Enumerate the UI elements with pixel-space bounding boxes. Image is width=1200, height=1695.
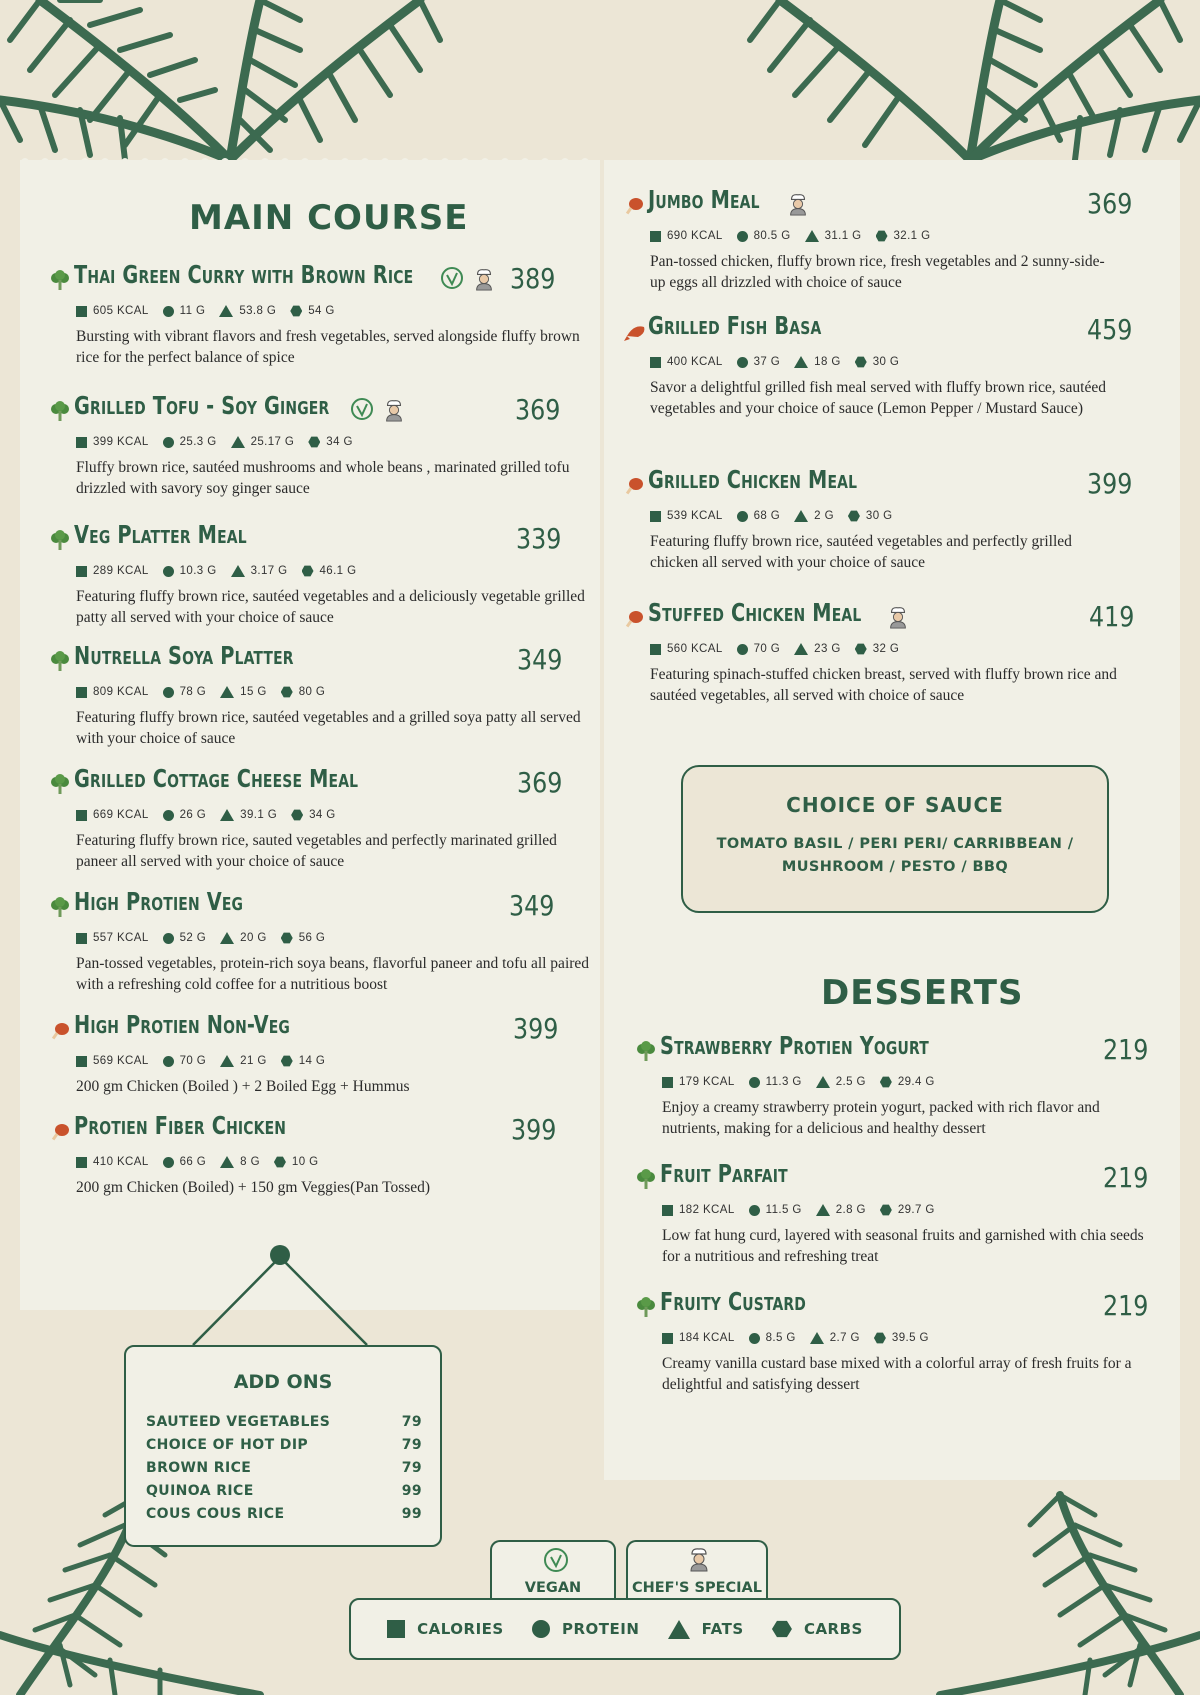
square-icon — [76, 306, 87, 317]
fats-value: 18 G — [814, 356, 841, 368]
legend-protein — [532, 1620, 639, 1638]
menu-item-name: Jumbo Meal — [648, 185, 760, 214]
circle-icon — [749, 1333, 760, 1344]
add-ons-list — [146, 1411, 422, 1526]
carbs-value: 10 G — [291, 1156, 319, 1168]
menu-item-description: Featuring spinach-stuffed chicken breast, served with fluffy brown rice and sautéed vegetables, all served with choice of sauce — [650, 666, 1117, 704]
menu-item-description: Enjoy a creamy strawberry protein yogurt, packed with rich flavor and nutrients, making for a delicious and healthy dessert — [662, 1099, 1100, 1137]
fats-value: 53.8 G — [239, 305, 277, 317]
carbs-value: 46.1 G — [319, 565, 357, 577]
add-on-price: 79 — [401, 1437, 422, 1453]
menu-item-name: Thai Green Curry with Brown Rice — [74, 260, 414, 289]
menu-item-description: Featuring fluffy brown rice, sauted vegetables and perfectly marinated grilled paneer all served with your choice of sauce — [76, 832, 557, 870]
menu-item — [50, 391, 610, 499]
hexagon-icon — [876, 230, 888, 242]
veg-icon — [50, 897, 70, 919]
chef-icon — [382, 397, 406, 427]
add-ons-title: ADD ONS — [233, 1371, 333, 1393]
fats-value: 21 G — [240, 1055, 267, 1067]
circle-icon — [163, 566, 174, 577]
choice-of-sauce-box — [681, 765, 1109, 913]
calories-value: 539 KCAL — [667, 510, 723, 522]
legend-chef-label: CHEF'S SPECIAL — [632, 1580, 762, 1596]
menu-item — [50, 887, 610, 995]
square-icon — [650, 644, 661, 655]
add-on-name: COUS COUS RICE — [146, 1506, 285, 1522]
add-on-item — [146, 1457, 422, 1480]
carbs-value: 39.5 G — [891, 1332, 929, 1344]
chef-icon — [686, 1546, 712, 1572]
menu-item-description: Bursting with vibrant flavors and fresh vegetables, served alongside fluffy brown rice for the perfect balance of spice — [76, 328, 580, 366]
triangle-icon — [810, 1332, 824, 1344]
circle-icon — [737, 644, 748, 655]
circle-icon — [737, 357, 748, 368]
protein-value: 68 G — [753, 510, 781, 522]
protein-value: 25.3 G — [179, 436, 217, 448]
legend-fats — [668, 1620, 744, 1639]
sauce-title: CHOICE OF SAUCE — [786, 793, 1004, 817]
legend-carbs-label: CARBS — [803, 1620, 863, 1638]
veg-icon — [636, 1169, 656, 1191]
square-icon — [76, 810, 87, 821]
triangle-icon — [231, 436, 245, 448]
fats-value: 23 G — [814, 643, 841, 655]
square-icon — [76, 437, 87, 448]
menu-item-price: 339 — [516, 522, 562, 555]
carbs-value: 80 G — [298, 686, 326, 698]
menu-item-name: High Protien Non-Veg — [74, 1010, 291, 1039]
fats-value: 2 G — [814, 510, 834, 522]
menu-item-name: High Protien Veg — [74, 887, 244, 916]
triangle-icon — [220, 1055, 234, 1067]
menu-item-name: Grilled Chicken Meal — [648, 465, 858, 494]
fats-value: 31.1 G — [824, 230, 862, 242]
protein-value: 11 G — [179, 305, 206, 317]
nutrition-row — [76, 300, 610, 322]
nutrition-row — [650, 638, 1134, 660]
circle-icon — [163, 437, 174, 448]
chicken-icon — [624, 195, 644, 217]
fats-value: 3.17 G — [250, 565, 288, 577]
square-icon — [650, 231, 661, 242]
calories-value: 690 KCAL — [667, 230, 723, 242]
menu-item-header — [50, 1111, 610, 1151]
square-icon — [76, 566, 87, 577]
nutrition-row — [76, 1151, 610, 1173]
menu-item-name: Nutrella Soya Platter — [74, 641, 294, 670]
add-on-item — [146, 1411, 422, 1434]
circle-icon — [532, 1620, 550, 1638]
triangle-icon — [794, 356, 808, 368]
menu-item — [624, 465, 1134, 573]
calories-value: 809 KCAL — [93, 686, 149, 698]
protein-value: 10.3 G — [179, 565, 217, 577]
calories-value: 569 KCAL — [93, 1055, 149, 1067]
menu-item — [50, 520, 610, 628]
menu-item-header — [50, 1010, 610, 1050]
hexagon-icon — [848, 510, 860, 522]
menu-item-header — [636, 1031, 1166, 1071]
add-on-price: 99 — [401, 1483, 422, 1499]
legend-vegan-label: VEGAN — [524, 1580, 582, 1596]
menu-item-price: 219 — [1103, 1289, 1149, 1322]
hexagon-icon — [874, 1332, 886, 1344]
circle-icon — [749, 1205, 760, 1216]
menu-item-description: Pan-tossed vegetables, protein-rich soya beans, flavorful paneer and tofu all paired with a refreshing cold coffee for a nutritious boost — [76, 955, 590, 993]
fats-value: 2.8 G — [835, 1204, 866, 1216]
menu-item-description: Pan-tossed chicken, fluffy brown rice, fresh vegetables and 2 sunny-side-up eggs all drizzled with choice of sauce — [650, 253, 1105, 291]
legend-calories-label: CALORIES — [417, 1620, 504, 1638]
legend-fats-label: FATS — [701, 1620, 744, 1638]
sign-hanger — [185, 1245, 375, 1347]
menu-item-price: 419 — [1089, 600, 1135, 633]
square-icon — [76, 687, 87, 698]
carbs-value: 30 G — [865, 510, 893, 522]
protein-value: 26 G — [179, 809, 207, 821]
menu-item-description: Featuring fluffy brown rice, sautéed vegetables and perfectly grilled chicken all served with your choice of sauce — [650, 533, 1072, 571]
chef-icon — [886, 604, 910, 634]
triangle-icon — [220, 1156, 234, 1168]
square-icon — [650, 357, 661, 368]
menu-item — [50, 1111, 610, 1198]
protein-value: 78 G — [179, 686, 207, 698]
protein-value: 52 G — [179, 932, 207, 944]
protein-value: 37 G — [753, 356, 781, 368]
triangle-icon — [794, 510, 808, 522]
fats-value: 8 G — [240, 1156, 260, 1168]
menu-item-header — [636, 1287, 1166, 1327]
menu-item-name: Stuffed Chicken Meal — [648, 598, 862, 627]
legend-calories — [387, 1620, 504, 1638]
desserts-title: DESSERTS — [821, 973, 1024, 1013]
carbs-value: 54 G — [308, 305, 335, 317]
carbs-value: 34 G — [326, 436, 353, 448]
menu-item-header — [50, 764, 610, 804]
veg-icon — [50, 530, 70, 552]
main-course-title: MAIN COURSE — [189, 198, 469, 238]
carbs-value: 29.7 G — [897, 1204, 935, 1216]
circle-icon — [163, 306, 174, 317]
menu-item-price: 369 — [515, 393, 561, 426]
carbs-value: 14 G — [298, 1055, 326, 1067]
menu-item — [636, 1031, 1166, 1139]
triangle-icon — [220, 686, 234, 698]
protein-value: 70 G — [753, 643, 781, 655]
circle-icon — [163, 933, 174, 944]
menu-item — [50, 641, 610, 749]
menu-item — [50, 260, 610, 368]
add-on-price: 79 — [401, 1460, 422, 1476]
hexagon-icon — [281, 932, 293, 944]
menu-item-description: Savor a delightful grilled fish meal served with fluffy brown rice, sautéed vegetables and your choice of sauce (Lemon Pepper / Mustard Sauce) — [650, 379, 1106, 417]
square-icon — [662, 1077, 673, 1088]
chef-icon — [786, 191, 810, 221]
hexagon-icon — [772, 1620, 792, 1638]
vegan-icon — [440, 266, 464, 294]
menu-item-header — [624, 465, 1134, 505]
hexagon-icon — [281, 686, 293, 698]
menu-item-header — [50, 641, 610, 681]
legend-chef-tab — [626, 1540, 768, 1600]
square-icon — [662, 1205, 673, 1216]
nutrition-row — [76, 804, 610, 826]
circle-icon — [749, 1077, 760, 1088]
triangle-icon — [219, 305, 233, 317]
square-icon — [662, 1333, 673, 1344]
hexagon-icon — [855, 643, 867, 655]
protein-value: 8.5 G — [765, 1332, 796, 1344]
hexagon-icon — [274, 1156, 286, 1168]
hexagon-icon — [290, 305, 302, 317]
triangle-icon — [816, 1204, 830, 1216]
circle-icon — [163, 810, 174, 821]
carbs-value: 32 G — [872, 643, 900, 655]
menu-item-description: Featuring fluffy brown rice, sautéed vegetables and a grilled soya patty all served with your choice of sauce — [76, 709, 581, 747]
calories-value: 560 KCAL — [667, 643, 723, 655]
fats-value: 15 G — [240, 686, 267, 698]
calories-value: 179 KCAL — [679, 1076, 735, 1088]
veg-icon — [50, 651, 70, 673]
add-on-price: 79 — [401, 1414, 422, 1430]
veg-icon — [50, 401, 70, 423]
calories-value: 399 KCAL — [93, 436, 149, 448]
triangle-icon — [220, 809, 234, 821]
menu-item-price: 399 — [1087, 467, 1133, 500]
add-on-name: BROWN RICE — [146, 1460, 252, 1476]
square-icon — [387, 1620, 405, 1638]
menu-item — [624, 311, 1134, 419]
chicken-icon — [50, 1020, 70, 1042]
fish-icon — [624, 321, 644, 343]
calories-value: 669 KCAL — [93, 809, 149, 821]
menu-item-name: Grilled Cottage Cheese Meal — [74, 764, 359, 793]
menu-item-description: 200 gm Chicken (Boiled ) + 2 Boiled Egg + Hummus — [76, 1078, 410, 1095]
triangle-icon — [668, 1620, 690, 1639]
menu-item-header — [50, 887, 610, 927]
menu-item-header — [624, 598, 1134, 638]
menu-item-name: Grilled Fish Basa — [648, 311, 822, 340]
menu-item-name: Protien Fiber Chicken — [74, 1111, 287, 1140]
menu-item — [636, 1159, 1166, 1267]
add-on-price: 99 — [401, 1506, 422, 1522]
protein-value: 11.5 G — [765, 1204, 802, 1216]
nutrition-row — [76, 560, 610, 582]
menu-item-price: 369 — [517, 766, 563, 799]
menu-item-price: 349 — [509, 889, 555, 922]
calories-value: 410 KCAL — [93, 1156, 149, 1168]
veg-icon — [636, 1041, 656, 1063]
nutrition-row — [650, 505, 1134, 527]
protein-value: 66 G — [179, 1156, 207, 1168]
fats-value: 2.5 G — [835, 1076, 866, 1088]
hexagon-icon — [308, 436, 320, 448]
legend-vegan-tab — [490, 1540, 616, 1600]
square-icon — [650, 511, 661, 522]
menu-item-price: 389 — [510, 262, 556, 295]
veg-icon — [50, 774, 70, 796]
fats-value: 39.1 G — [240, 809, 278, 821]
carbs-value: 32.1 G — [893, 230, 931, 242]
circle-icon — [163, 1056, 174, 1067]
fats-value: 25.17 G — [250, 436, 295, 448]
menu-item-name: Grilled Tofu - Soy Ginger — [74, 391, 330, 420]
hexagon-icon — [291, 809, 303, 821]
calories-value: 182 KCAL — [679, 1204, 735, 1216]
triangle-icon — [794, 643, 808, 655]
nutrition-row — [76, 431, 610, 453]
square-icon — [76, 1056, 87, 1067]
protein-value: 80.5 G — [753, 230, 791, 242]
triangle-icon — [220, 932, 234, 944]
menu-item-description: 200 gm Chicken (Boiled) + 150 gm Veggies(Pan Tossed) — [76, 1179, 431, 1196]
calories-value: 184 KCAL — [679, 1332, 735, 1344]
carbs-value: 29.4 G — [897, 1076, 935, 1088]
circle-icon — [737, 231, 748, 242]
hexagon-icon — [855, 356, 867, 368]
palm-leaf-top-left — [0, 0, 460, 170]
menu-item-price: 399 — [511, 1113, 557, 1146]
menu-item-price: 219 — [1103, 1161, 1149, 1194]
menu-item-description: Featuring fluffy brown rice, sautéed vegetables and a deliciously vegetable grilled patty all served with your choice of sauce — [76, 588, 585, 626]
nutrition-row — [76, 681, 610, 703]
add-on-name: SAUTEED VEGETABLES — [146, 1414, 331, 1430]
menu-item-name: Fruit Parfait — [660, 1159, 788, 1188]
menu-item-price: 349 — [517, 643, 563, 676]
menu-item-header — [50, 260, 610, 300]
chicken-icon — [624, 475, 644, 497]
menu-item — [50, 1010, 610, 1097]
palm-leaf-bottom-right — [930, 1485, 1200, 1695]
menu-item-description: Low fat hung curd, layered with seasonal fruits and garnished with chia seeds for a nutritious and refreshing treat — [662, 1227, 1144, 1265]
carbs-value: 56 G — [298, 932, 326, 944]
menu-item-description: Fluffy brown rice, sautéed mushrooms and whole beans , marinated grilled tofu drizzled with savory soy ginger sauce — [76, 459, 570, 497]
menu-item-price: 369 — [1087, 187, 1133, 220]
nutrition-row — [662, 1327, 1166, 1349]
hexagon-icon — [302, 565, 314, 577]
menu-item-price: 219 — [1103, 1033, 1149, 1066]
nutrition-row — [662, 1199, 1166, 1221]
add-on-item — [146, 1480, 422, 1503]
carbs-value: 30 G — [872, 356, 900, 368]
chef-icon — [472, 266, 496, 296]
sauce-options: TOMATO BASIL / PERI PERI/ CARRIBBEAN / MUSHROOM / PESTO / BBQ — [716, 836, 1074, 875]
circle-icon — [737, 511, 748, 522]
menu-item-header — [636, 1159, 1166, 1199]
veg-icon — [636, 1297, 656, 1319]
calories-value: 400 KCAL — [667, 356, 723, 368]
square-icon — [76, 933, 87, 944]
menu-item-name: Veg Platter Meal — [74, 520, 247, 549]
menu-item — [624, 185, 1134, 293]
chicken-icon — [50, 1121, 70, 1143]
nutrition-row — [76, 927, 610, 949]
fats-value: 2.7 G — [829, 1332, 860, 1344]
square-icon — [76, 1157, 87, 1168]
menu-item-name: Strawberry Protien Yogurt — [660, 1031, 929, 1060]
menu-item-header — [624, 311, 1134, 351]
legend-carbs — [772, 1620, 863, 1638]
nutrition-row — [650, 225, 1134, 247]
menu-item — [624, 598, 1134, 706]
nutrition-row — [76, 1050, 610, 1072]
add-on-item — [146, 1434, 422, 1457]
hexagon-icon — [880, 1076, 892, 1088]
calories-value: 557 KCAL — [93, 932, 149, 944]
triangle-icon — [816, 1076, 830, 1088]
add-ons-box — [124, 1345, 442, 1547]
add-on-item — [146, 1503, 422, 1526]
palm-leaf-top-right — [740, 0, 1200, 170]
triangle-icon — [231, 565, 245, 577]
legend-bar — [349, 1598, 901, 1660]
legend-protein-label: PROTEIN — [561, 1620, 640, 1638]
menu-item-price: 399 — [513, 1012, 559, 1045]
circle-icon — [163, 1157, 174, 1168]
menu-item — [636, 1287, 1166, 1395]
veg-icon — [50, 270, 70, 292]
fats-value: 20 G — [240, 932, 267, 944]
menu-item-header — [50, 520, 610, 560]
menu-item-header — [624, 185, 1134, 225]
chicken-icon — [624, 608, 644, 630]
menu-item-description: Creamy vanilla custard base mixed with a colorful array of fresh fruits for a delightful and satisfying dessert — [662, 1355, 1132, 1393]
menu-item — [50, 764, 610, 872]
menu-item-header — [50, 391, 610, 431]
add-on-name: QUINOA RICE — [146, 1483, 254, 1499]
protein-value: 11.3 G — [765, 1076, 802, 1088]
carbs-value: 34 G — [309, 809, 336, 821]
calories-value: 605 KCAL — [93, 305, 149, 317]
hexagon-icon — [880, 1204, 892, 1216]
vegan-icon — [543, 1547, 569, 1573]
nutrition-row — [662, 1071, 1166, 1093]
circle-icon — [163, 687, 174, 698]
calories-value: 289 KCAL — [93, 565, 149, 577]
nutrition-row — [650, 351, 1134, 373]
triangle-icon — [805, 230, 819, 242]
menu-item-name: Fruity Custard — [660, 1287, 807, 1316]
protein-value: 70 G — [179, 1055, 207, 1067]
vegan-icon — [350, 397, 374, 425]
hexagon-icon — [281, 1055, 293, 1067]
menu-item-price: 459 — [1087, 313, 1133, 346]
add-on-name: CHOICE OF HOT DIP — [146, 1437, 309, 1453]
